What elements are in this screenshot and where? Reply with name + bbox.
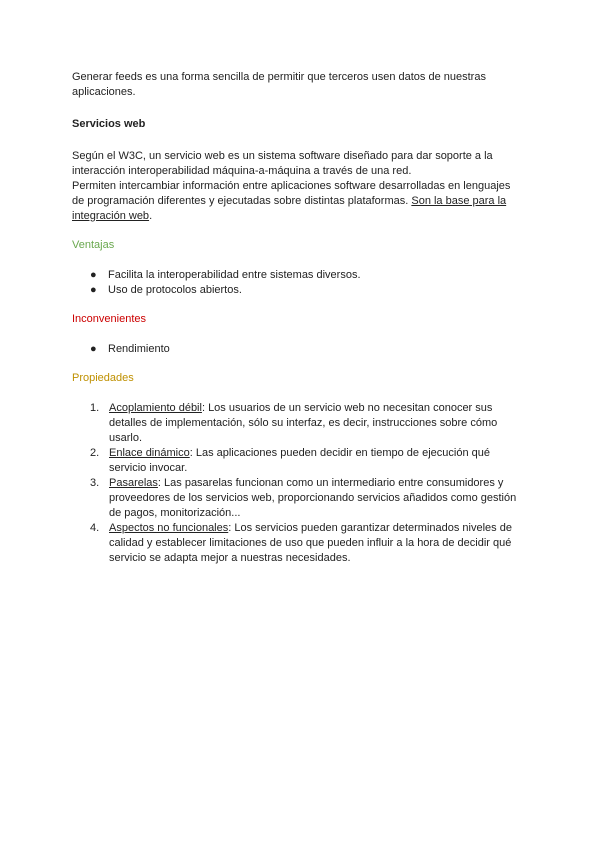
property-term: Aspectos no funcionales <box>109 522 229 534</box>
list-item <box>72 342 522 357</box>
servicios-web-heading: Servicios web <box>72 118 146 130</box>
property-term: Enlace dinámico <box>109 447 190 459</box>
property-term: Pasarelas <box>109 477 158 489</box>
property-description: : Las pasarelas funcionan como un intermediario entre consumidores y proveedores de los servicios web, proporcionando servicios añadidos como gestión de pagos, monitorización... <box>109 477 517 519</box>
property-description: : Los usuarios de un servicio web no necesitan conocer sus detalles de implementación, sólo su interfaz, es decir, instrucciones sobre cómo usarlo. <box>109 402 498 444</box>
intro-paragraph: Generar feeds es una forma sencilla de permitir que terceros usen datos de nuestras aplicaciones. <box>72 71 486 98</box>
servicios-web-paragraph-2-text: Permiten intercambiar información entre aplicaciones software desarrolladas en lenguajes de programación diferentes y ejecutadas sobre distintas plataformas. <box>72 180 511 207</box>
integracion-web-link[interactable]: Son la base para la integración web <box>72 195 507 222</box>
list-item <box>72 283 522 298</box>
list-item <box>72 476 522 521</box>
inconvenientes-list <box>72 342 522 357</box>
bullet-icon: ● <box>90 269 97 281</box>
list-item-text: Rendimiento <box>108 343 170 355</box>
servicios-web-paragraph-2-end: . <box>149 210 153 222</box>
bullet-icon: ● <box>90 343 97 355</box>
list-item <box>72 446 522 476</box>
ventajas-heading: Ventajas <box>72 239 115 251</box>
property-description: : Las aplicaciones pueden decidir en tiempo de ejecución qué servicio invocar. <box>109 447 490 474</box>
ventajas-list <box>72 268 522 298</box>
list-item-text: Facilita la interoperabilidad entre sistemas diversos. <box>108 269 361 281</box>
list-item <box>72 401 522 446</box>
document-page <box>72 70 522 566</box>
servicios-web-paragraph-2 <box>72 179 522 224</box>
servicios-web-body <box>72 149 522 224</box>
propiedades-heading: Propiedades <box>72 372 134 384</box>
property-term: Acoplamiento débil <box>109 402 202 414</box>
list-number: 3. <box>90 477 100 489</box>
property-description: : Los servicios pueden garantizar determinados niveles de calidad y establecer limitaciones de uso que pueden influir a la hora de decidir qué servicio se adapta mejor a nuestras necesidades. <box>109 522 512 564</box>
inconvenientes-heading: Inconvenientes <box>72 313 146 325</box>
list-number: 2. <box>90 447 100 459</box>
propiedades-list <box>72 401 522 566</box>
list-item <box>72 521 522 566</box>
servicios-web-paragraph-1: Según el W3C, un servicio web es un sistema software diseñado para dar soporte a la interacción interoperabilidad máquina-a-máquina a través de una red. <box>72 150 493 177</box>
list-number: 4. <box>90 522 100 534</box>
bullet-icon: ● <box>90 284 97 296</box>
list-item <box>72 268 522 283</box>
list-item-text: Uso de protocolos abiertos. <box>108 284 242 296</box>
list-number: 1. <box>90 402 100 414</box>
